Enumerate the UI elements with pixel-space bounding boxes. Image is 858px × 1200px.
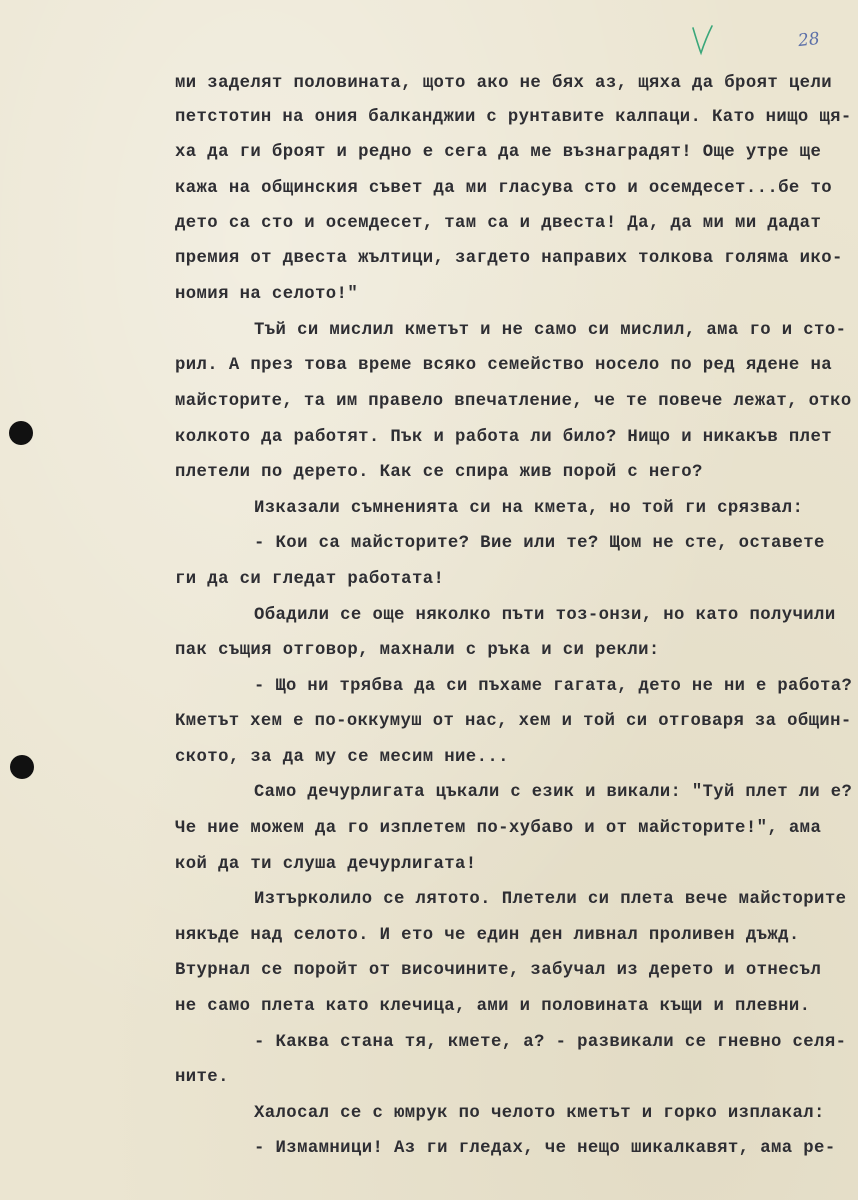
text-line: Кметът хем е по-оккумуш от нас, хем и той си отговаря за общин- <box>175 712 852 731</box>
text-line: Втурнал се поройт от височините, забучал из дерето и отнесъл <box>175 961 822 980</box>
text-line: ското, за да му се месим ние... <box>175 748 509 767</box>
text-line: някъде над селото. И ето че един ден ливнал проливен дъжд. <box>175 926 800 945</box>
text-line: Обадили се още няколко пъти тоз-онзи, но като получили <box>254 606 836 625</box>
text-line: петстотин на ония балканджии с рунтавите калпаци. Като нищо щя- <box>175 108 852 127</box>
text-line: Изказали съмненията си на кмета, но той ги срязвал: <box>254 499 804 518</box>
text-line: плетели по дерето. Как се спира жив порой с него? <box>175 463 703 482</box>
text-line: ха да ги броят и редно е сега да ме възнаградят! Още утре ще <box>175 143 822 162</box>
text-line: Изтърколило се лятото. Плетели си плета вече майсторите <box>254 890 847 909</box>
text-line: не само плета като клечица, ами и половината къщи и плевни. <box>175 997 811 1016</box>
text-line: ми заделят половината, щото ако не бях аз, щяха да броят цели <box>175 74 832 93</box>
text-line: - Измамници! Аз ги гледах, че нещо шикалкавят, ама ре- <box>254 1139 836 1158</box>
punch-hole <box>10 755 34 779</box>
text-line: - Каква стана тя, кмете, а? - развикали се гневно селя- <box>254 1033 847 1052</box>
text-line: - Кои са майсторите? Вие или те? Щом не сте, оставете <box>254 534 825 553</box>
text-line: Че ние можем да го изплетем по-хубаво и от майсторите!", ама <box>175 819 822 838</box>
text-line: пак същия отговор, махнали с ръка и си рекли: <box>175 641 660 660</box>
text-line: майсторите, та им правело впечатление, че те повече лежат, отко <box>175 392 852 411</box>
text-line: премия от двеста жълтици, загдето направих толкова голяма ико- <box>175 249 843 268</box>
text-line: Тъй си мислил кметът и не само си мислил, ама го и сто- <box>254 321 847 340</box>
text-line: Халосал се с юмрук по челото кметът и горко изплакал: <box>254 1104 825 1123</box>
text-line: Само дечурлигата цъкали с език и викали: "Туй плет ли е? <box>254 783 853 802</box>
page-number: 28 <box>797 28 821 52</box>
text-line: дето са сто и осемдесет, там са и двеста! Да, да ми ми дадат <box>175 214 822 233</box>
text-line: колкото да работят. Пък и работа ли било? Нищо и никакъв плет <box>175 428 832 447</box>
text-line: ги да си гледат работата! <box>175 570 445 589</box>
text-line: - Що ни трябва да си пъхаме гагата, дето не ни е работа? <box>254 677 853 696</box>
text-line: рил. А през това време всяко семейство носело по ред ядене на <box>175 356 832 375</box>
text-line: ните. <box>175 1068 229 1087</box>
punch-hole <box>9 421 33 445</box>
text-line: кажа на общинския съвет да ми гласува сто и осемдесет...бе то <box>175 179 832 198</box>
text-line: кой да ти слуша дечурлигата! <box>175 855 477 874</box>
text-line: номия на селото!" <box>175 285 359 304</box>
check-mark-icon <box>690 24 714 56</box>
